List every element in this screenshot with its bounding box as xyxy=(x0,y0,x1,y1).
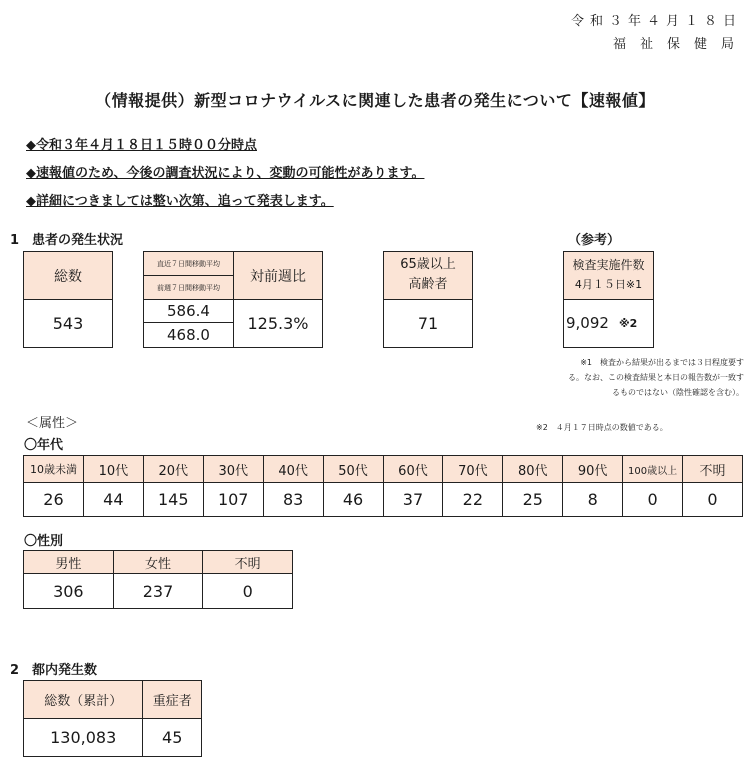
page-title: （情報提供）新型コロナウイルスに関連した患者の発生について【速報値】 xyxy=(95,91,655,110)
reference-note-1 xyxy=(568,355,744,400)
age-value: 0 xyxy=(623,483,683,517)
elderly-label xyxy=(384,252,472,300)
elderly-value: 71 xyxy=(417,313,439,333)
section2-heading: 2 都内発生数 xyxy=(10,663,98,678)
age-label: 20代 xyxy=(143,456,203,483)
age-value: 145 xyxy=(143,483,203,517)
tests-label-line1: 検査実施件数 xyxy=(572,258,645,272)
sex-value: 237 xyxy=(113,574,203,609)
reference-heading: （参考） xyxy=(568,233,621,248)
age-value: 37 xyxy=(383,483,443,517)
age-label: 90代 xyxy=(563,456,623,483)
bullet-details: ◆詳細につきましては整い次第、追って発表します。 xyxy=(26,194,334,209)
avg-recent-value: 586.4 xyxy=(144,300,233,323)
elderly-label-line2: 高齢者 xyxy=(408,277,448,292)
age-label: 30代 xyxy=(203,456,263,483)
attributes-heading: ＜属性＞ xyxy=(26,416,79,431)
sex-label: 男性 xyxy=(24,551,114,574)
sex-label: 女性 xyxy=(113,551,203,574)
tokyo-total-table xyxy=(23,680,202,757)
sex-value: 0 xyxy=(203,574,293,609)
sex-table xyxy=(23,550,293,609)
sex-value: 306 xyxy=(24,574,114,609)
cumulative-total-label: 総数（累計） xyxy=(24,681,143,719)
age-label: 70代 xyxy=(443,456,503,483)
ratio-label: 対前週比 xyxy=(234,252,322,300)
age-value: 107 xyxy=(203,483,263,517)
note1-line2: る。なお、この検査結果と本日の報告数が一致す xyxy=(568,373,744,382)
tests-footnote-mark: ※2 xyxy=(618,316,638,330)
tests-label xyxy=(564,252,653,300)
age-value: 26 xyxy=(24,483,84,517)
moving-average-box xyxy=(143,251,323,348)
tests-value-row xyxy=(564,300,653,346)
note1-line1: ※1 検査から結果が出るまでは３日程度要す xyxy=(580,358,744,367)
sex-label: 不明 xyxy=(203,551,293,574)
elderly-box xyxy=(383,251,473,348)
average-column xyxy=(144,252,234,347)
tests-value: 9,092 xyxy=(566,314,609,332)
tests-label-line2: 4月１５日※1 xyxy=(574,278,643,291)
age-value: 8 xyxy=(563,483,623,517)
reference-note-2: ※2 ４月１７日時点の数値である。 xyxy=(536,423,668,432)
avg-prev-value: 468.0 xyxy=(167,325,210,344)
tokyo-value-row xyxy=(24,719,202,757)
avg-prev-label: 前週７日間移動平均 xyxy=(144,276,233,300)
tests-box xyxy=(563,251,654,348)
bullet-preliminary: ◆速報値のため、今後の調査状況により、変動の可能性があります。 xyxy=(26,166,425,181)
age-header-row xyxy=(24,456,743,483)
age-value: 83 xyxy=(263,483,323,517)
age-label: 40代 xyxy=(263,456,323,483)
sex-value-row xyxy=(24,574,293,609)
age-table xyxy=(23,455,743,517)
note1-line3: るものではない（陰性確認を含む）。 xyxy=(612,388,744,397)
age-heading: 〇年代 xyxy=(24,438,64,453)
age-label: 60代 xyxy=(383,456,443,483)
severe-label: 重症者 xyxy=(143,681,202,719)
ratio-column xyxy=(234,252,322,347)
age-value: 22 xyxy=(443,483,503,517)
age-label: 10代 xyxy=(83,456,143,483)
age-value: 25 xyxy=(503,483,563,517)
total-label: 総数 xyxy=(24,252,112,300)
age-label: 50代 xyxy=(323,456,383,483)
total-box xyxy=(23,251,113,348)
section1-heading: 1 患者の発生状況 xyxy=(10,233,124,248)
department-name: 福祉保健局 xyxy=(612,37,748,52)
report-date: 令和３年４月１８日 xyxy=(570,14,742,29)
cumulative-total-value: 130,083 xyxy=(24,719,143,757)
age-label: 不明 xyxy=(683,456,743,483)
age-label: 10歳未満 xyxy=(24,456,84,483)
severe-value: 45 xyxy=(143,719,202,757)
age-value: 46 xyxy=(323,483,383,517)
age-value: 44 xyxy=(83,483,143,517)
age-value: 0 xyxy=(683,483,743,517)
bullet-timestamp: ◆令和３年４月１８日１５時００分時点 xyxy=(26,138,257,153)
avg-recent-label: 直近７日間移動平均 xyxy=(144,252,233,276)
tokyo-header-row xyxy=(24,681,202,719)
age-label: 80代 xyxy=(503,456,563,483)
sex-header-row xyxy=(24,551,293,574)
ratio-value: 125.3% xyxy=(247,313,309,333)
elderly-label-line1: 65歳以上 xyxy=(400,257,456,272)
age-label: 100歳以上 xyxy=(623,456,683,483)
age-value-row xyxy=(24,483,743,517)
sex-heading: 〇性別 xyxy=(24,534,64,549)
total-value: 543 xyxy=(52,313,84,333)
